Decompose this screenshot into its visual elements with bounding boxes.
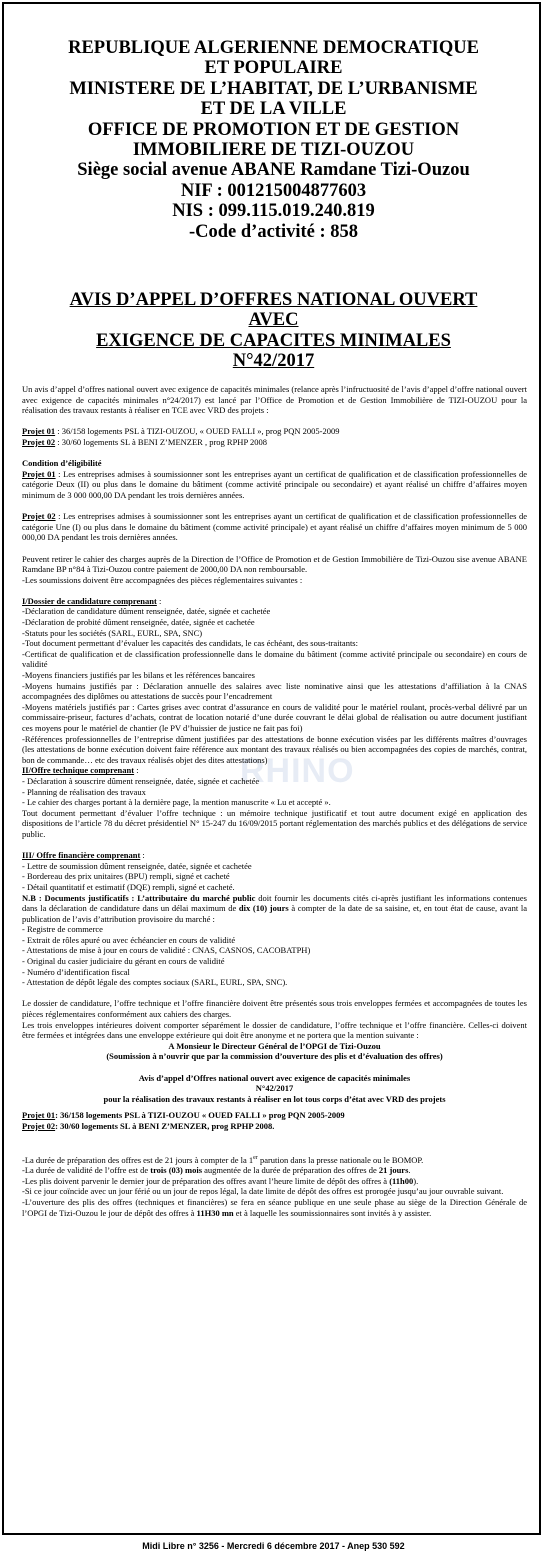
list-item: Tout document permettant d’évaluer l’offre technique : un mémoire technique justificatif et tout autre document exigé en application des dispositions de l’article 78 du décret présidentiel N° 15-247 du 16/09/2015 portant réglementation des marchés publics et des délégations de service public. (22, 807, 527, 839)
list-item: - Original du casier judiciaire du gérant en cours de validité (22, 956, 225, 967)
final-paragraph: -La durée de validité de l’offre est de trois (03) mois augmentée de la durée de préparation des offres de 21 jours. (22, 1165, 411, 1176)
list-item: -Déclaration de candidature dûment renseignée, datée, signée et cachetée (22, 606, 271, 617)
list-item: - Bordereau des prix unitaires (BPU) rempli, signé et cacheté (22, 871, 230, 882)
title-line: N°42/2017 (232, 351, 315, 372)
mention-line: Avis d’appel d’Offres national ouvert avec exigence de capacités minimales (138, 1072, 411, 1083)
project-text: : 30/60 logements SL à BENI Z’MENZER , prog RPHP 2008 (55, 436, 267, 447)
list-item: - Registre de commerce (22, 924, 103, 935)
mention-line: pour la réalisation des travaux restants à réaliser en lot tous corps d’état avec VRD des projets (103, 1093, 446, 1104)
publication-footer: Midi Libre n° 3256 - Mercredi 6 décembre 2017 - Anep 530 592 (142, 1541, 405, 1551)
list-item: - Détail quantitatif et estimatif (DQE) rempli, signé et cacheté. (22, 881, 235, 892)
list-item: - Attestation de dépôt légale des comptes sociaux (SARL, EURL, SPA, SNC). (22, 977, 288, 988)
nb-paragraph: N.B : Documents justificatifs : L’attributaire du marché public doit fournir les documents cités ci-après justifiant les informations contenues dans la déclaration de candidature dans un délai maximum de dix (10) jours à compter de la date de sa saisine, et, en tout état de cause, avant la publication de l’avis d’attribution provisoire du marché : (22, 892, 527, 924)
title-line: EXIGENCE DE CAPACITES MINIMALES (96, 330, 451, 351)
header-line: NIS : 099.115.019.240.819 (172, 201, 375, 222)
header-block (0, 38, 547, 242)
header-line: ET DE LA VILLE (200, 99, 347, 120)
project-line: Projet 02: 30/60 logements SL à BENI Z’MENZER, prog RPHP 2008. (22, 1120, 275, 1131)
title-line: AVIS D’APPEL D’OFFRES NATIONAL OUVERT (69, 290, 478, 310)
list-item: - Extrait de rôles apuré ou avec échéancier en cours de validité (22, 934, 236, 945)
list-item: -Moyens financiers justifiés par les bilans et les références bancaires (22, 670, 255, 681)
address-line: A Monsieur le Directeur Général de l’OPGI de Tizi-Ouzou (168, 1040, 381, 1051)
project-text: : 36/158 logements PSL à TIZI-OUZOU, « OUED FALLI », prog PQN 2005-2009 (55, 426, 340, 437)
watermark: RHINO (240, 752, 355, 790)
notice-body (22, 384, 527, 1218)
header-line: Siège social avenue ABANE Ramdane Tizi-Ouzou (77, 160, 470, 181)
project-line (22, 437, 527, 448)
list-item: - Lettre de soumission dûment renseignée, datée, signée et cachetée (22, 860, 252, 871)
list-item: - Numéro d’identification fiscal (22, 966, 130, 977)
list-item: -Moyens humains justifiés par : Déclaration annuelle des salaires avec liste nominative ainsi que les attestations d’affiliation à la CNAS accompagnées des diplômes ou attestations de succès pour l’encadrement (22, 680, 527, 702)
financiere-heading: III/ Offre financière comprenant : (22, 850, 145, 861)
final-paragraph: -Si ce jour coïncide avec un jour férié ou un jour de repos légal, la date limite de dépôt des offres est prorogée jusqu’au jour ouvrable suivant. (22, 1186, 504, 1197)
intro-paragraph: Un avis d’appel d’offres national ouvert avec exigence de capacités minimales (relance après l’infructuosité de l’avis d’appel d’offre national ouvert avec exigence de capacités minimales n°24/2017) est lancé par l’Office de Promotion et de Gestion Immobilière de TIZI-OUZOU pour la réalisation des travaux restants à réaliser en TCE avec VRD des projets : (22, 384, 527, 416)
header-line: ET POPULAIRE (204, 58, 343, 79)
project-label: Projet 02 (22, 511, 56, 522)
withdraw-paragraph: Peuvent retirer le cahier des charges auprès de la Direction de l’Office de Promotion et de Gestion Immobilière de Tizi-Ouzou sise avenue ABANE Ramdane BP n°84 à Tizi-Ouzou contre paiement de 2000,00 DA non remboursable. (22, 553, 527, 575)
dossier-heading: I/Dossier de candidature comprenant : (22, 595, 162, 606)
header-line: OFFICE DE PROMOTION ET DE GESTION (87, 119, 460, 140)
list-item: -Certificat de qualification et de classification professionnelle dans le domaine du bâtiment (comme activité principale ou secondaire) en cours de validité (22, 648, 527, 670)
project-label: Projet 01 (22, 426, 56, 437)
final-paragraph: -Les plis doivent parvenir le dernier jour de préparation des offres avant l’heure limite de dépôt des offres à (11h00). (22, 1175, 419, 1186)
title-line: AVEC (248, 310, 299, 331)
notice-title (0, 290, 547, 372)
list-item: -Moyens matériels justifiés par : Cartes grises avec contrat d’assurance en cours de validité pour le matériel roulant, procès-verbal délivré par un commissaire-priseur, factures d’achats, contrat de location notarié d’une durée couvrant le délai global de réalisation ou autre document justifiant ces moyens pour le matériel de chantier (le PV d’huissier de justice ne fait pas foi) (22, 701, 527, 733)
list-item: -Tout document permettant d’évaluer les capacités des candidats, le cas échéant, des sous-traitants: (22, 638, 358, 649)
list-item: -Statuts pour les sociétés (SARL, EURL, SPA, SNC) (22, 627, 203, 638)
project-line: Projet 01: 36/158 logements PSL à TIZI-OUZOU « OUED FALLI » prog PQN 2005-2009 (22, 1110, 345, 1121)
final-paragraph: -L’ouverture des plis des offres (techniques et financières) se fera en séance publique en une seule phase au siège de la Direction Générale de l’OPGI de Tizi-Ouzou le jour de dépôt des offres à 11H30 mn et à laquelle les soumissionnaires sont invités à y assister. (22, 1196, 527, 1218)
eligibility-paragraph (22, 511, 527, 543)
eligibility-heading: Condition d’éligibilité (22, 458, 102, 469)
list-item: -Références professionnelles de l’entreprise dûment justifiées par des attestations de bonne exécution visées par les différents maîtres d’ouvrages (les attestations de bonne exécution doivent faire référence aux montant des travaux réalisés ou bien accompagnées des copies de marchés, contrat, bon de commande… etc des travaux réalisés objet des dites attestations) (22, 733, 527, 765)
eligibility-text: : Les entreprises admises à soumissionner sont les entreprises ayant un certificat de qualification et de classification professionnelles de catégorie Deux (II) ou plus dans le domaine du bâtiment (comme activité principale ou secondaire) et ayant réalisé un chiffre d’affaires moyen minimum de 3 000 000,00 DA pendant les trois dernières années. (22, 468, 528, 500)
project-label: Projet 01 (22, 468, 56, 479)
list-item: - Attestations de mise à jour en cours de validité : CNAS, CASNOS, CACOBATPH) (22, 945, 311, 956)
eligibility-paragraph (22, 469, 527, 501)
list-item: - Le cahier des charges portant à la dernière page, la mention manuscrite « Lu et accepté ». (22, 797, 331, 808)
header-line: IMMOBILIERE DE TIZI-OUZOU (132, 140, 415, 161)
address-line: (Soumission à n’ouvrir que par la commission d’ouverture des plis et d’évaluation des offres) (106, 1051, 443, 1062)
technique-heading: II/Offre technique comprenant : (22, 765, 139, 776)
eligibility-text: : Les entreprises admises à soumissionner sont les entreprises ayant un certificat de qualification et de classification professionnelles de catégorie Une (I) ou plus dans le domaine du bâtiment (comme activité principale) et ayant réalisé un chiffre d’affaires moyen minimum de 5 000 000,00 DA pendant les trois dernières années. (22, 511, 528, 543)
header-line: REPUBLIQUE ALGERIENNE DEMOCRATIQUE (68, 38, 479, 58)
withdraw-note: -Les soumissions doivent être accompagnées des pièces réglementaires suivantes : (22, 574, 303, 585)
list-item: - Déclaration à souscrire dûment renseignée, datée, signée et cachetée (22, 775, 260, 786)
final-paragraph: -La durée de préparation des offres est de 21 jours à compter de la 1er parution dans la presse nationale ou le BOMOP. (22, 1154, 424, 1165)
header-line: -Code d’activité : 858 (188, 221, 359, 242)
list-item: -Déclaration de probité dûment renseignée, datée, signée et cachetée (22, 617, 255, 628)
envelopes-paragraph: Les trois enveloppes intérieures doivent comporter séparément le dossier de candidature, l’offre technique et l’offre financière. Celles-ci doivent être fermées et intégrées dans une enveloppe extérieure qui doit être anonyme et ne portera que la mention suivante : (22, 1019, 527, 1041)
header-line: MINISTERE DE L’HABITAT, DE L’URBANISME (69, 78, 478, 99)
mention-line: N°42/2017 (255, 1083, 294, 1094)
project-line (22, 426, 527, 437)
project-label: Projet 02 (22, 436, 56, 447)
envelopes-paragraph: Le dossier de candidature, l’offre technique et l’offre financière doivent être présentés sous trois enveloppes fermées et accompagnées de toutes les pièces réglementaires conformément aux cahiers des charges. (22, 998, 527, 1020)
header-line: NIF : 001215004877603 (180, 180, 367, 201)
list-item: - Planning de réalisation des travaux (22, 786, 146, 797)
